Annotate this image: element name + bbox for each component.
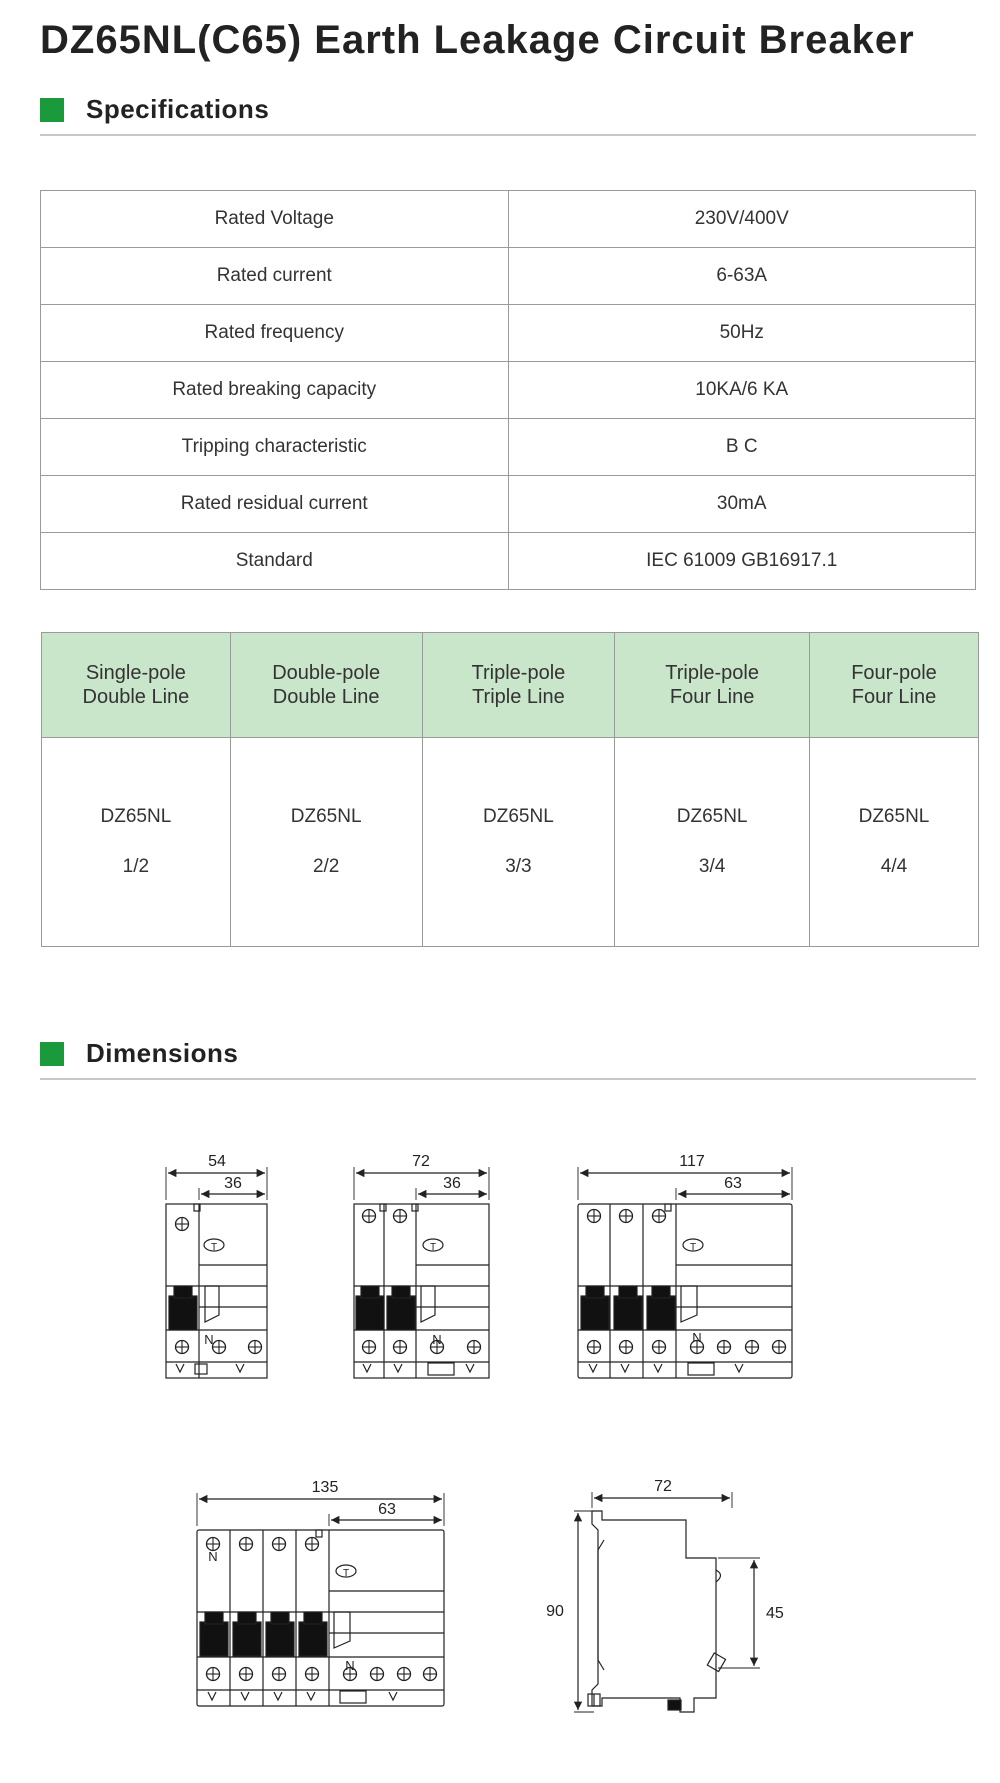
model-poles: 2/2 bbox=[312, 856, 340, 877]
table-row bbox=[42, 738, 979, 947]
breaker-side-view-drawing bbox=[574, 1492, 760, 1712]
dim-label-total: 117 bbox=[679, 1153, 705, 1170]
model-header bbox=[809, 633, 978, 738]
spec-label: Rated breaking capacity bbox=[41, 362, 509, 419]
table-row bbox=[41, 248, 976, 305]
model-cell bbox=[42, 738, 231, 947]
model-header bbox=[42, 633, 231, 738]
neutral-label: N bbox=[204, 1332, 214, 1347]
test-button-label: T bbox=[210, 1242, 218, 1253]
model-poles: 1/2 bbox=[122, 856, 150, 877]
spec-label: Rated current bbox=[41, 248, 509, 305]
model-name: DZ65NL bbox=[483, 806, 554, 827]
model-header-line2: Double Line bbox=[272, 686, 380, 708]
spec-value: 10KA/6 KA bbox=[508, 362, 976, 419]
breaker-3p-drawing bbox=[578, 1167, 792, 1378]
dim-label-height: 90 bbox=[546, 1603, 564, 1620]
model-name: DZ65NL bbox=[100, 806, 172, 827]
spec-label: Rated Voltage bbox=[41, 191, 509, 248]
specifications-heading: Specifications bbox=[86, 94, 270, 124]
table-row bbox=[41, 305, 976, 362]
dim-label-module: 63 bbox=[724, 1175, 742, 1192]
table-row bbox=[41, 191, 976, 248]
model-header bbox=[422, 633, 615, 738]
spec-label: Standard bbox=[41, 533, 509, 590]
models-table bbox=[41, 632, 979, 947]
model-cell bbox=[615, 738, 810, 947]
dim-label-module: 36 bbox=[443, 1175, 461, 1192]
table-row bbox=[41, 419, 976, 476]
dimensions-heading: Dimensions bbox=[86, 1038, 239, 1068]
model-header-line1: Triple-pole bbox=[665, 662, 759, 684]
test-button-label: T bbox=[689, 1242, 697, 1253]
breaker-4p-drawing bbox=[197, 1493, 444, 1706]
dim-label-module: 63 bbox=[378, 1501, 396, 1518]
spec-label: Rated frequency bbox=[41, 305, 509, 362]
dimension-drawings bbox=[0, 1100, 1000, 1783]
breaker-2p-drawing bbox=[354, 1167, 489, 1378]
test-button-label: T bbox=[342, 1568, 350, 1579]
spec-label: Rated residual current bbox=[41, 476, 509, 533]
table-row bbox=[41, 533, 976, 590]
spec-value: 30mA bbox=[508, 476, 976, 533]
section-marker-icon bbox=[40, 1042, 64, 1066]
dim-label-depth: 45 bbox=[766, 1605, 784, 1622]
model-header bbox=[230, 633, 422, 738]
specifications-section-header bbox=[40, 86, 976, 136]
spec-value: B C bbox=[508, 419, 976, 476]
dim-label-total: 54 bbox=[208, 1153, 226, 1170]
model-name: DZ65NL bbox=[858, 806, 930, 827]
specifications-table bbox=[40, 190, 976, 590]
spec-value: 50Hz bbox=[508, 305, 976, 362]
model-name: DZ65NL bbox=[676, 806, 748, 827]
spec-value: 6-63A bbox=[508, 248, 976, 305]
page-title: DZ65NL(C65) Earth Leakage Circuit Breaker bbox=[40, 18, 915, 62]
model-cell bbox=[230, 738, 422, 947]
table-row bbox=[41, 476, 976, 533]
table-header-row bbox=[42, 633, 979, 738]
model-header-line2: Triple Line bbox=[472, 686, 565, 708]
dim-label-total: 72 bbox=[412, 1153, 430, 1170]
model-header-line2: Four Line bbox=[851, 686, 937, 708]
neutral-label: N bbox=[345, 1658, 355, 1673]
neutral-label: N bbox=[208, 1549, 218, 1564]
dim-label-module: 36 bbox=[224, 1175, 242, 1192]
model-poles: 3/3 bbox=[505, 856, 532, 877]
breaker-1p-drawing bbox=[166, 1167, 267, 1378]
model-poles: 3/4 bbox=[698, 856, 726, 877]
model-header-line2: Four Line bbox=[669, 686, 755, 708]
model-header-line1: Double-pole bbox=[272, 662, 381, 684]
model-header-line2: Double Line bbox=[82, 686, 190, 708]
model-header-line1: Four-pole bbox=[851, 662, 937, 684]
model-header-line1: Single-pole bbox=[85, 662, 186, 684]
spec-value: IEC 61009 GB16917.1 bbox=[508, 533, 976, 590]
section-marker-icon bbox=[40, 98, 64, 122]
dimensions-section-header bbox=[40, 1030, 976, 1080]
dim-label-total: 135 bbox=[311, 1479, 339, 1496]
neutral-label: N bbox=[692, 1330, 702, 1345]
dim-label-width: 72 bbox=[654, 1478, 672, 1495]
test-button-label: T bbox=[429, 1242, 437, 1253]
model-poles: 4/4 bbox=[880, 856, 908, 877]
neutral-label: N bbox=[432, 1332, 442, 1347]
spec-label: Tripping characteristic bbox=[41, 419, 509, 476]
table-row bbox=[41, 362, 976, 419]
model-name: DZ65NL bbox=[290, 806, 362, 827]
spec-value: 230V/400V bbox=[508, 191, 976, 248]
model-header-line1: Triple-pole bbox=[471, 662, 566, 684]
model-header bbox=[615, 633, 810, 738]
model-cell bbox=[809, 738, 978, 947]
model-cell bbox=[422, 738, 615, 947]
